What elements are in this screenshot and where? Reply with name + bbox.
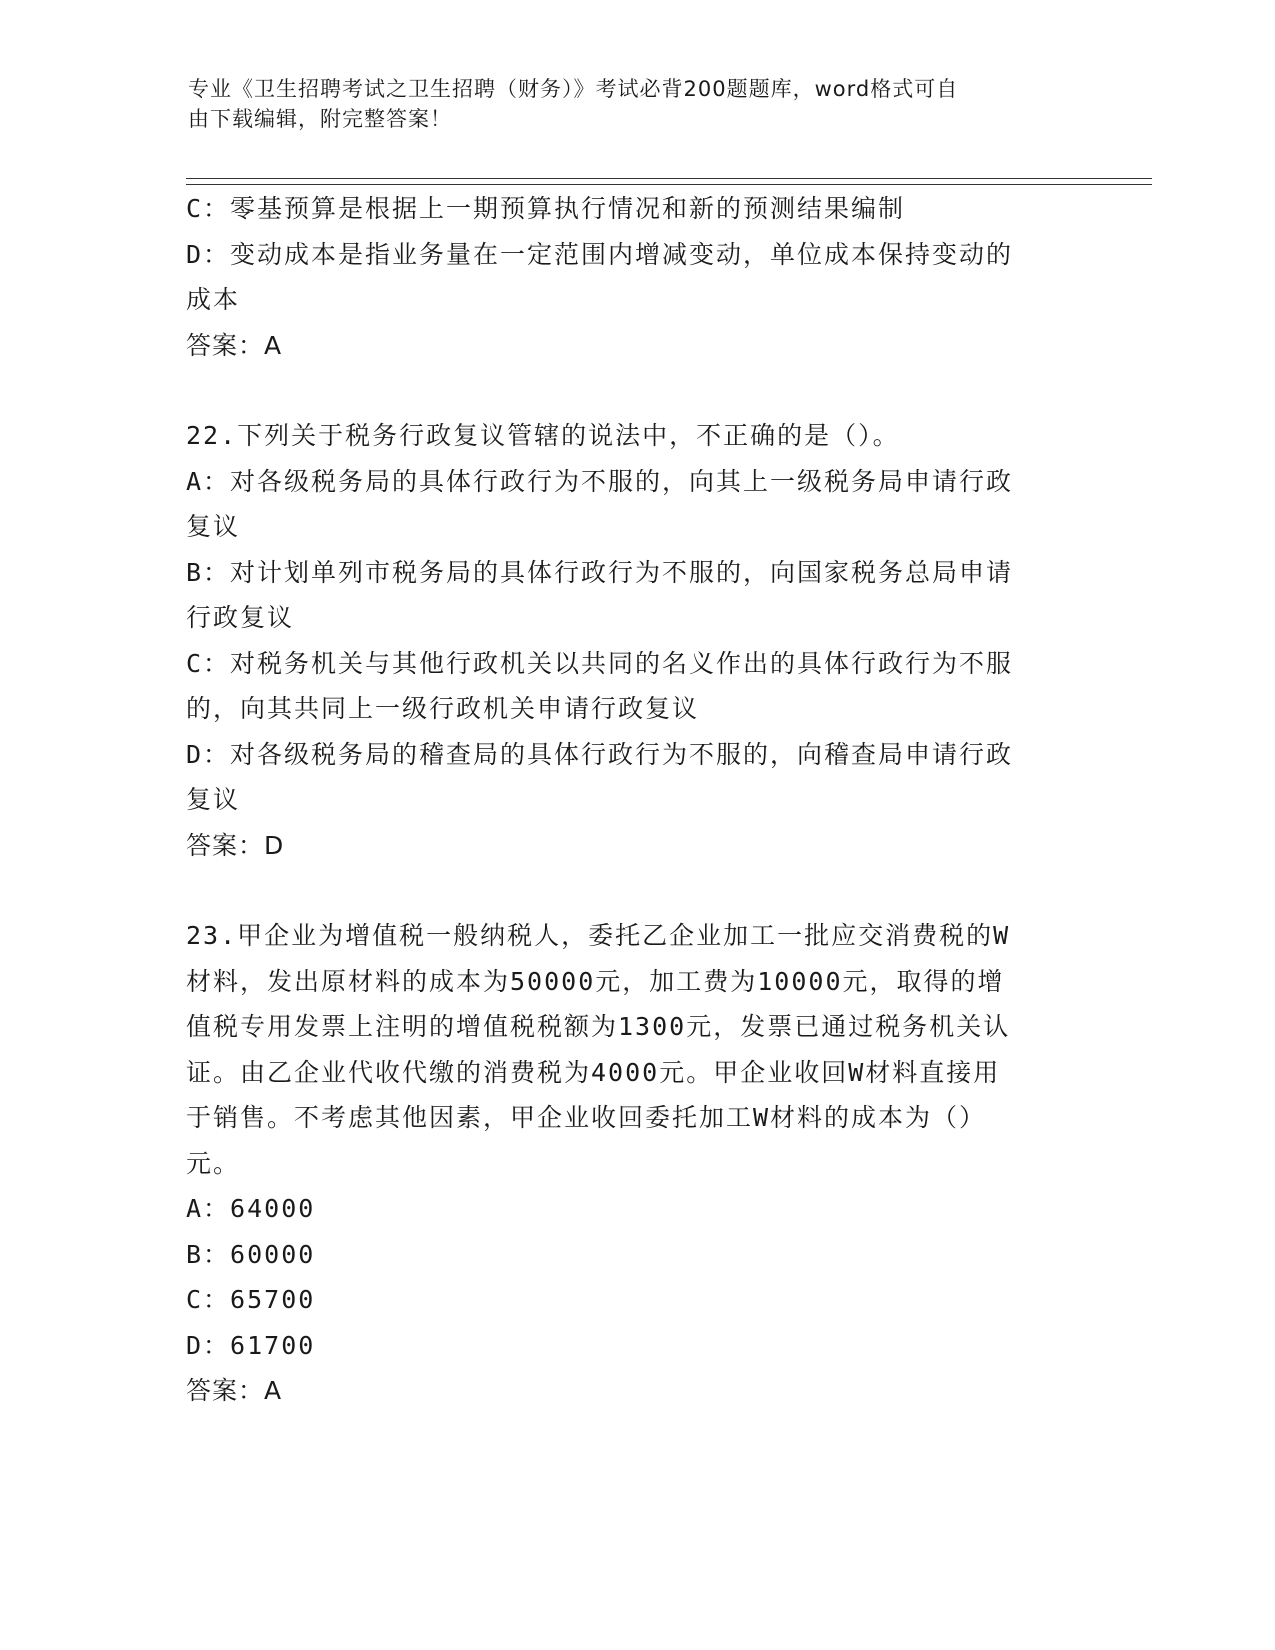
- header-divider: [186, 178, 1152, 185]
- question-stem: 22.下列关于税务行政复议管辖的说法中，不正确的是（）。: [186, 421, 900, 450]
- question-stem: 材料，发出原材料的成本为50000元，加工费为10000元，取得的增: [186, 966, 1005, 996]
- answer-line: 答案：A: [186, 1376, 283, 1405]
- question-stem: 23.甲企业为增值税一般纳税人，委托乙企业加工一批应交消费税的W: [186, 921, 1011, 950]
- question-stem: 值税专用发票上注明的增值税税额为1300元，发票已通过税务机关认: [186, 1012, 1011, 1041]
- header-line-2: 由下载编辑，附完整答案！: [188, 107, 452, 131]
- question-21-continued: [186, 186, 1076, 368]
- option-a: [186, 459, 1076, 550]
- option-text-line: 行政复议: [186, 603, 295, 632]
- option-text-line: C：零基预算是根据上一期预算执行情况和新的预测结果编制: [186, 194, 906, 223]
- question-22: [186, 413, 1076, 868]
- option-text-line: 的，向其共同上一级行政机关申请行政复议: [186, 694, 700, 723]
- question-stem: 于销售。不考虑其他因素，甲企业收回委托加工W材料的成本为（）: [186, 1103, 987, 1132]
- option-text-line: C：对税务机关与其他行政机关以共同的名义作出的具体行政行为不服: [186, 648, 1014, 678]
- answer-line: 答案：D: [186, 830, 285, 860]
- option-text-line: A：对各级税务局的具体行政行为不服的，向其上一级税务局申请行政: [186, 466, 1014, 496]
- option-text-line: B：对计划单列市税务局的具体行政行为不服的，向国家税务总局申请: [186, 557, 1014, 587]
- question-23: [186, 913, 1076, 1414]
- option-text-line: 成本: [186, 285, 241, 314]
- question-stem: 元。: [186, 1148, 241, 1178]
- option-text-line: D：变动成本是指业务量在一定范围内增减变动，单位成本保持变动的: [186, 239, 1014, 269]
- option-c: C：65700: [186, 1285, 316, 1314]
- option-d: [186, 232, 1076, 323]
- header-line-1: 专业《卫生招聘考试之卫生招聘（财务）》考试必背200题题库，word格式可自: [188, 77, 959, 101]
- answer-line: 答案：A: [186, 330, 283, 360]
- page-header: [188, 74, 1068, 134]
- option-b: [186, 550, 1076, 641]
- spacer: [186, 368, 1076, 413]
- option-d: D：61700: [186, 1330, 316, 1360]
- option-d: [186, 732, 1076, 823]
- document-body: [186, 186, 1076, 1414]
- option-c: [186, 641, 1076, 732]
- option-text-line: 复议: [186, 785, 241, 814]
- question-stem: 证。由乙企业代收代缴的消费税为4000元。甲企业收回W材料直接用: [186, 1057, 1001, 1087]
- option-c: [186, 186, 1076, 232]
- option-a: A：64000: [186, 1194, 316, 1223]
- option-text-line: D：对各级税务局的稽查局的具体行政行为不服的，向稽查局申请行政: [186, 739, 1014, 769]
- option-text-line: 复议: [186, 512, 241, 541]
- spacer: [186, 868, 1076, 913]
- option-b: B：60000: [186, 1239, 316, 1269]
